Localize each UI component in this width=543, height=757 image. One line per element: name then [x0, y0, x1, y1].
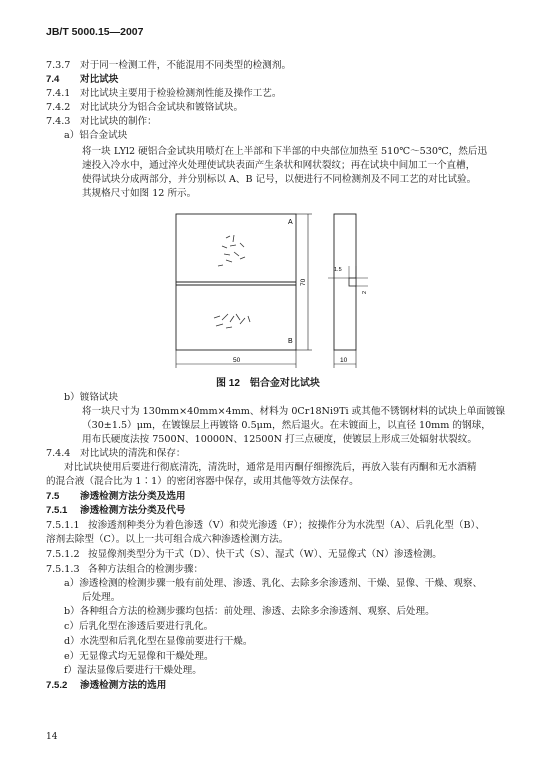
text-line	[46, 549, 442, 562]
cracks-upper	[218, 235, 245, 266]
text-line	[64, 651, 214, 664]
clause-text: 对比试块主要用于检验检测剂性能及操作工艺。	[80, 88, 282, 99]
label-b: B	[288, 338, 293, 345]
dim-height: 70	[300, 278, 307, 286]
clause-text: 后处理。	[82, 592, 121, 603]
clause-number: 7.5.1.3	[46, 564, 80, 575]
clause-number: 7.4	[46, 74, 60, 85]
dim-groove-width: 1.5	[334, 267, 342, 273]
clause-text: 渗透检测方法分类及选用	[80, 491, 186, 502]
clause-text: a）铝合金试块	[64, 130, 128, 141]
clause-text: 将一块 LYl2 硬铝合金试块用喷灯在上半部和下半部的中央部位加热至 510℃～530℃，然后迅	[82, 146, 488, 157]
text-line	[82, 434, 477, 447]
dim-width: 50	[233, 357, 241, 364]
clause-number: 7.3.7	[46, 60, 71, 71]
clause-number: 7.4.3	[46, 116, 71, 127]
clause-text: b）各种组合方法的检测步骤均包括：前处理、渗透、去除多余渗透剂、观察、后处理。	[64, 606, 435, 617]
clause-text: 用布氏硬度法按 7500N、10000N、12500N 打三点硬度，使镀层上形成三处辐射状裂纹。	[82, 434, 477, 445]
text-line	[82, 160, 475, 173]
text-line	[46, 564, 203, 577]
clause-text: 按渗透剂种类分为着色渗透（V）和荧光渗透（F）；按操作分为水洗型（A）、后乳化型（B）、	[88, 520, 485, 531]
text-line	[82, 188, 196, 201]
clause-number: 7.5.1	[46, 505, 68, 516]
clause-text: 对比试块的制作：	[80, 116, 157, 127]
standard-number: JB/T 5000.15—2007	[46, 26, 144, 38]
text-line	[64, 578, 482, 591]
clause-text: b）镀铬试块	[64, 392, 119, 403]
text-line	[46, 680, 166, 693]
clause-text: 对比试块使用后要进行彻底清洗，清洗时，通常是用丙酮仔细擦洗后，再放入装有丙酮和无水酒精	[64, 462, 477, 473]
clause-text: d）水洗型和后乳化型在显像前要进行干燥。	[64, 636, 253, 647]
clause-text: 溶剂去除型（C）。以上一共可组合成六种渗透检测方法。	[46, 534, 289, 545]
text-line	[64, 621, 213, 634]
clause-text: 各种方法组合的检测步骤：	[88, 564, 204, 575]
clause-text: f）湿法显像后要进行干燥处理。	[64, 665, 202, 676]
cracks-lower	[214, 314, 250, 328]
clause-text: 按显像剂类型分为干式（D）、快干式（S）、湿式（W）、无显像式（N）渗透检测。	[88, 549, 442, 560]
clause-text: 对于同一检测工件，不能混用不同类型的检测剂。	[80, 60, 292, 71]
page-number: 14	[46, 732, 58, 742]
text-line	[64, 636, 252, 649]
figure-12-drawing	[160, 210, 390, 380]
text-line	[82, 406, 505, 419]
text-line	[82, 592, 120, 605]
clause-text: 的混合液（混合比为 1∶1）的密闭容器中保存，或用其他等效方法保存。	[46, 476, 359, 487]
clause-number: 7.5	[46, 491, 60, 502]
text-line	[82, 146, 487, 159]
clause-text: 对比试块分为铝合金试块和镀铬试块。	[80, 102, 244, 113]
text-line	[46, 74, 118, 87]
text-line	[46, 476, 359, 489]
clause-number: 7.4.4	[46, 448, 71, 459]
clause-text: 渗透检测方法的选用	[80, 680, 167, 691]
text-line	[46, 102, 243, 115]
clause-text: 将一块尺寸为 130mm×40mm×4mm、材料为 0Cr18Ni9Ti 或其他不锈钢材料的试块上单面镀镍	[82, 406, 506, 417]
clause-number: 7.5.2	[46, 680, 68, 691]
text-line	[46, 505, 186, 518]
text-line	[64, 665, 202, 678]
text-line	[64, 130, 127, 143]
clause-number: 7.5.1.2	[46, 549, 80, 560]
clause-text: c）后乳化型在渗透后要进行乳化。	[64, 621, 214, 632]
dim-groove-depth: 2	[362, 290, 368, 294]
text-line	[46, 88, 281, 101]
clause-text: 渗透检测方法分类及代号	[80, 505, 186, 516]
clause-text: （30±1.5）μm，在镀镍层上再镀铬 0.5μm，然后退火。在未镀面上，以直径 10mm 的钢球，	[82, 420, 491, 431]
text-line	[82, 174, 476, 187]
text-line	[46, 534, 288, 547]
clause-text: 对比试块	[80, 74, 119, 85]
clause-text: a）渗透检测的检测步骤一般有前处理、渗透、乳化、去除多余渗透剂、干燥、显像、干燥、观察、	[64, 578, 483, 589]
text-line	[64, 606, 435, 619]
dim-thickness: 10	[340, 357, 348, 364]
text-line	[64, 392, 118, 405]
clause-text: 其规格尺寸如图 12 所示。	[82, 188, 197, 199]
clause-text: 对比试块的清洗和保存：	[80, 448, 186, 459]
text-line	[46, 60, 291, 73]
clause-text: 使得试块分成两部分，并分别标以 A、B 记号，以便进行不同检测剂及不同工艺的对比试验。	[82, 174, 477, 185]
text-line	[82, 420, 491, 433]
text-line	[46, 520, 485, 533]
clause-number: 7.4.1	[46, 88, 71, 99]
text-line	[46, 448, 186, 461]
text-line	[46, 116, 157, 129]
text-line	[46, 491, 186, 504]
clause-text: 速投入冷水中，通过淬火处理使试块表面产生条状和网状裂纹；再在试块中间加工一个直槽，	[82, 160, 476, 171]
clause-number: 7.4.2	[46, 102, 71, 113]
text-line	[64, 462, 477, 475]
clause-text: e）无显像式均无显像和干燥处理。	[64, 651, 214, 662]
clause-number: 7.5.1.1	[46, 520, 80, 531]
label-a: A	[288, 219, 293, 226]
figure-caption: 图 12 铝合金对比试块	[216, 378, 320, 389]
side-groove	[349, 278, 356, 286]
